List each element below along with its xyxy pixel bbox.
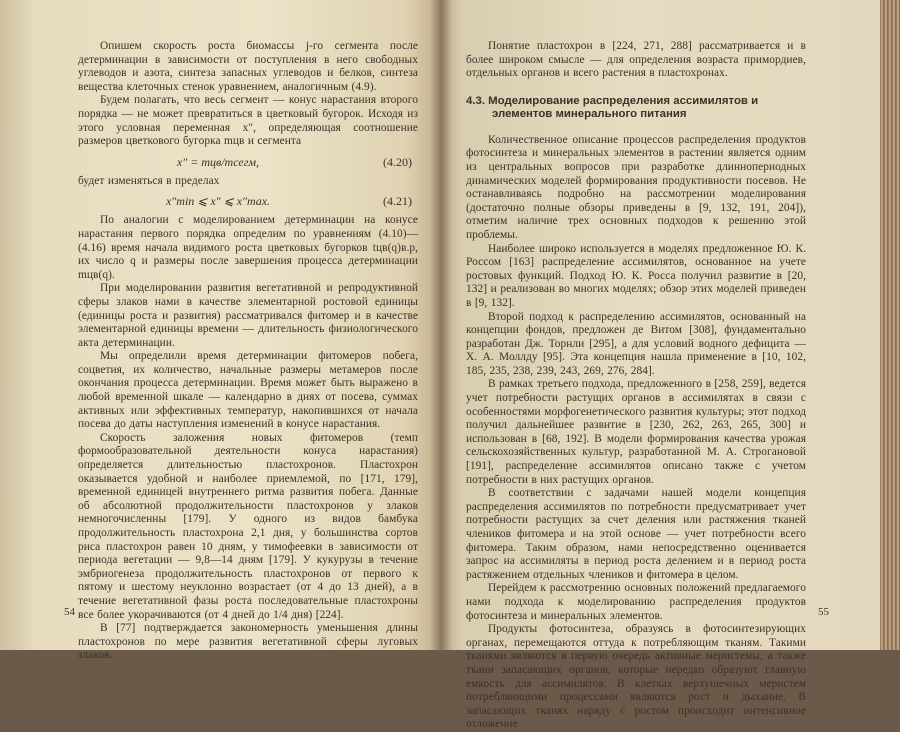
formula-expression: x″ = mцв/mсегм,: [176, 154, 260, 169]
paragraph: Наиболее широко используется в моделях предложенное Ю. К. Россом [163] распределение ассимилятов, основанное на учете ростовых функций. Подход Ю. К. Росса получил развитие в [20, 132] и реализован во многих моделях; обзор этих моделей приведен в [9, 132].: [466, 242, 806, 309]
formula-4-20: [78, 149, 418, 175]
left-page: [0, 0, 440, 662]
page-number: 54: [64, 606, 75, 618]
right-text-block: [466, 40, 806, 732]
book-page-edges: [880, 0, 900, 650]
paragraph: Опишем скорость роста биомассы j-го сегмента после детерминации в зависимости от поступления в него свободных углеводов и азота, синтеза запасных углеводов и белков, синтеза вещества клеточных стенок уравнением, аналогичным (4.9).: [78, 40, 418, 93]
paragraph: Понятие пластохрон в [224, 271, 288] рассматривается и в более широком смысле — для определения возраста примордиев, отдельных органов и всего растения в пластохронах.: [466, 40, 806, 80]
formula-number: (4.20): [383, 154, 412, 169]
formula-expression: x″min ⩽ x″ ⩽ x″max.: [165, 194, 271, 209]
paragraph: будет изменяться в пределах: [78, 174, 220, 187]
paragraph: Количественное описание процессов распределения продуктов фотосинтеза и минеральных элементов в растении является одним из центральных вопросов при разработке длиннопериодных динамических моделей формирования продуктивности посевов. Не останавливаясь подробно на рассмотрении моделирования (достаточно полные обзоры приведены в [9, 132, 191, 204]), отметим наличие трех основных подходов к решению этой проблемы.: [466, 133, 806, 241]
formula-number: (4.21): [383, 194, 412, 209]
paragraph: В соответствии с задачами нашей модели концепция распределения ассимилятов по потребности предусматривает учет потребности растущих за счет деления или растяжения тканей члеников фитомера и на этой основе — учет потребности всего фитомера. Таким образом, нами непосредственно оценивается запрос на ассимиляты в период роста делением и в период роста растяжением отдельных члеников и фитомера в целом.: [466, 487, 806, 581]
paragraph: В рамках третьего подхода, предложенного в [258, 259], ведется учет потребности растущих органов в ассимилятах в связи с особенностями морфогенетического развития культуры; этот подход получил дальнейшее развитие в [230, 262, 263, 265, 300] и использован в [68, 192]. В модели формирования качества урожая сельскохозяйственных культур, разработанной М. А. Строгановой [191], распределение ассимилятов описано также с учетом потребности в них растущих органов.: [466, 378, 806, 486]
left-text-block: [78, 40, 418, 663]
paragraph: Продукты фотосинтеза, образуясь в фотосинтезирующих органах, перемещаются оттуда к потребляющим тканям. Такими тканями являются в первую очередь активные меристемы, а также ткани запасающих органов, которые нередко образуют главную емкость для ассимилятов. В клетках верхушечных меристем потребляющими процессами являются рост и дыхание. В запасающих тканях наряду с ростом происходит интенсивное отложение: [466, 623, 806, 731]
paragraph: Перейдем к рассмотрению основных положений предлагаемого нами подхода к моделированию распределения продуктов фотосинтеза и минеральных элементов.: [466, 582, 806, 622]
paragraph: Будем полагать, что весь сегмент — конус нарастания второго порядка — не может превратиться в цветковый бугорок. Исходя из этого условная переменная x″, определяющая соотношение размеров цветкового бугорка mцв и сегмента: [78, 94, 418, 148]
book-gutter: [430, 0, 452, 650]
page-number: 55: [818, 606, 829, 618]
formula-4-21: [78, 188, 418, 214]
right-page: [440, 0, 880, 731]
paragraph: По аналогии с моделированием детерминации на конусе нарастания первого порядка определим по уравнениям (4.10)—(4.16) время начала видимого роста цветковых бугорков tцв(q)в.р, их число q и размеры после завершения процесса детерминации mцв(q).: [78, 214, 418, 281]
paragraph: При моделировании развития вегетативной и репродуктивной сферы злаков нами в качестве элементарной ростовой единицы (единицы роста и развития) рассматривался фитомер и в качестве элементарной единицы времени — длительность физиологического акта детерминации.: [78, 282, 418, 349]
paragraph: Скорость заложения новых фитомеров (темп формообразовательной деятельности конуса нарастания) определяется длительностью пластохронов. Пластохрон оказывается удобной и наиболее приемлемой, по [171, 179], временной единицей внутреннего ритма развития побега. Данные об абсолютной продолжительности пластохронов у злаков немногочисленны [179]. У одного из видов бамбука продолжительность пластохрона 2,1 дня, у большинства сортов риса пластохрон равен 10 дням, у тимофеевки в зависимости от периода вегетации — 9,8—14 дням [179]. У кукурузы в течение эмбриогенеза продолжительность пластохронов от первого к пятому и шестому неуклонно возрастает (от 4 до 13 дней), а в течение вегетативной фазы роста последовательные пластохроны все более укорачиваются (от 4 дней до 1/4 дня) [224].: [78, 431, 418, 621]
paragraph: Мы определили время детерминации фитомеров побега, соцветия, их количество, начальные размеры метамеров после окончания процесса детерминации. Время может быть выражено в любой временной шкале — календарно в днях от посева, суммах активных или эффективных температур, накопившихся от начала посева до даты наступления изменений в конусе нарастания.: [78, 350, 418, 431]
paragraph: Второй подход к распределению ассимилятов, основанный на концепции фондов, предложен де Витом [308], фундаментально разработан Дж. Торнли [295], а для условий водного дефицита — Х. А. Моллду [95]. Эта концепция нашла применение в [10, 102, 185, 235, 238, 239, 243, 269, 276, 284].: [466, 310, 806, 377]
paragraph: В [77] подтверждается закономерность уменьшения длины пластохронов по мере развития вегетативной сферы луговых злаков.: [78, 622, 418, 662]
section-heading: 4.3. Моделирование распределения ассимилятов и элементов минерального питания: [466, 94, 759, 121]
